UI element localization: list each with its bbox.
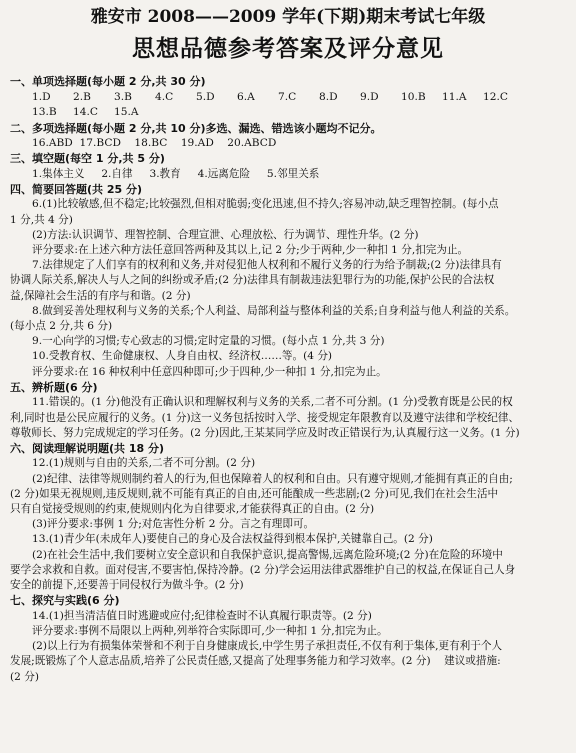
answer-item: 1.D <box>32 90 51 103</box>
answer-item: 9.D <box>360 90 379 103</box>
answer-line: 1 分,共 4 分) <box>10 213 73 226</box>
answer-item: 10.B <box>401 90 426 103</box>
answer-line: 10.受教育权、生命健康权、人身自由权、经济权……等。(4 分) <box>32 350 333 363</box>
answer-item: 14.C <box>73 106 98 118</box>
answer-item: 3.B <box>114 90 132 103</box>
answer-item: 11.A <box>442 90 467 103</box>
answer-line: 12.(1)规则与自由的关系,二者不可分割。(2 分) <box>32 457 256 470</box>
document-title: 雅安市 2008——2009 学年(下期)期末考试七年级 <box>90 7 486 27</box>
answer-item: 12.C <box>483 90 508 103</box>
section-heading: 七、探究与实践(6 分) <box>10 594 120 608</box>
answer-line: (2)方法:认识调节、理智控制、合理宣泄、心理放松、行为调节、理性升华。(2 分) <box>32 228 419 241</box>
answer-line: 1.集体主义 2.自律 3.教育 4.远离危险 5.邻里关系 <box>32 167 320 180</box>
section-heading: 四、简要回答题(共 25 分) <box>10 182 143 196</box>
answer-line: (2)纪律、法律等规则制约着人的行为,但也保障着人的权利和自由。只有遵守规则,才能拥有真正的自由; <box>32 472 513 485</box>
answer-line: 6.(1)比较敏感,但不稳定;比较强烈,但相对脆弱;变化迅速,但不持久;容易冲动,缺乏理智控制。(每小点 <box>32 198 499 211</box>
answer-line: 9.一心向学的习惯;专心致志的习惯;定时定量的习惯。(每小点 1 分,共 3 分) <box>32 335 385 348</box>
scoring-note: 评分要求:在上述六种方法任意回答两种及其以上,记 2 分;少于两种,少一种扣 1 分,扣完为止。 <box>32 244 469 257</box>
answer-row <box>10 105 566 121</box>
answer-line: 要学会求救和自救。面对侵害,不要害怕,保持冷静。(2 分)学会运用法律武器维护自己的权益,在保证自己人身 <box>10 563 516 576</box>
answer-item: 7.C <box>278 90 297 103</box>
answer-item: 4.C <box>155 90 174 103</box>
answer-row <box>10 90 566 106</box>
section-heading: 一、单项选择题(每小题 2 分,共 30 分) <box>10 75 206 88</box>
answer-line: 11.错误的。(1 分)他没有正确认识和理解权利与义务的关系,二者不可分割。(1 分)受教育既是公民的权 <box>32 396 513 409</box>
answer-line: 只有自觉接受规则的约束,使规则内化为自律要求,才能获得真正的自由。(2 分) <box>10 503 375 516</box>
answer-item: 8.D <box>319 90 338 103</box>
answer-line: 8.做到妥善处理权利与义务的关系;个人利益、局部利益与整体利益的关系;自身利益与他人利益的关系。 <box>32 304 516 317</box>
answer-line: 安全的前提下,还要善于同侵权行为做斗争。(2 分) <box>10 579 244 592</box>
answer-line: 发展;既锻炼了个人意志品质,培养了公民责任感,又提高了处理事务能力和学习效率。(2 分) 建议或措施: <box>10 655 501 668</box>
answer-line: (每小点 2 分,共 6 分) <box>10 320 113 333</box>
answer-line: 协调人际关系,解决人与人之间的纠纷或矛盾;(2 分)法律具有制裁违法犯罪行为的功能,保护公民的合法权 <box>10 274 495 287</box>
answer-item: 5.D <box>196 90 215 103</box>
scoring-note: 评分要求:在 16 种权利中任意四种即可;少于四种,少一种扣 1 分,扣完为止。 <box>32 365 387 378</box>
answer-line: (2)在社会生活中,我们要树立安全意识和自我保护意识,提高警惕,远离危险环境;(2 分)在危险的环境中 <box>32 548 503 561</box>
answer-line: (2 分)如果无视规则,违反规则,就不可能有真正的自由,还可能酿成一些悲剧;(2 分)可见,我们在社会生活中 <box>10 487 499 500</box>
answer-line: (2 分) <box>10 670 39 683</box>
answer-line: 益,保障社会生活的有序与和谐。(2 分) <box>10 289 191 302</box>
answer-line: 7.法律规定了人们享有的权利和义务,并对侵犯他人权利和不履行义务的行为给予制裁;(2 分)法律具有 <box>32 259 502 272</box>
answer-line: 16.ABD 17.BCD 18.BC 19.AD 20.ABCD <box>32 137 277 149</box>
section-heading: 六、阅读理解说明题(共 18 分) <box>10 441 165 455</box>
answer-item: 2.B <box>73 90 91 103</box>
answer-line: (2)以上行为有损集体荣誉和不利于自身健康成长,中学生男子承担责任,不仅有利于集体,更有利于个人 <box>32 640 503 653</box>
scoring-note: 评分要求:事例不局限以上两种,列举符合实际即可,少一种扣 1 分,扣完为止。 <box>32 624 388 637</box>
document-subtitle: 思想品德参考答案及评分意见 <box>132 36 444 62</box>
answer-line: 利,同时也是公民应履行的义务。(1 分)这一义务包括按时入学、接受规定年限教育以及遵守法律和学校纪律、 <box>10 411 520 424</box>
scoring-note: (3)评分要求:事例 1 分;对危害性分析 2 分。言之有理即可。 <box>32 518 315 531</box>
answer-line: 13.(1)青少年(未成年人)要使自己的身心及合法权益得到根本保护,关键靠自己。(2 分) <box>32 533 433 546</box>
answer-item: 6.A <box>237 90 255 103</box>
answer-item: 15.A <box>114 106 139 118</box>
section-heading: 五、辨析题(6 分) <box>10 380 98 394</box>
answer-line: 尊敬师长、努力完成规定的学习任务。(2 分)因此,王某某同学应及时改正错误行为,认真履行这一义务。(1 分) <box>10 426 520 439</box>
answer-item: 13.B <box>32 106 57 118</box>
answer-line: 14.(1)担当清洁值日时逃避或应付;纪律检查时不认真履行职责等。(2 分) <box>32 609 372 622</box>
section-heading: 二、多项选择题(每小题 2 分,共 10 分)多选、漏选、错选该小题均不记分。 <box>10 121 382 135</box>
section-heading: 三、填空题(每空 1 分,共 5 分) <box>10 152 165 166</box>
